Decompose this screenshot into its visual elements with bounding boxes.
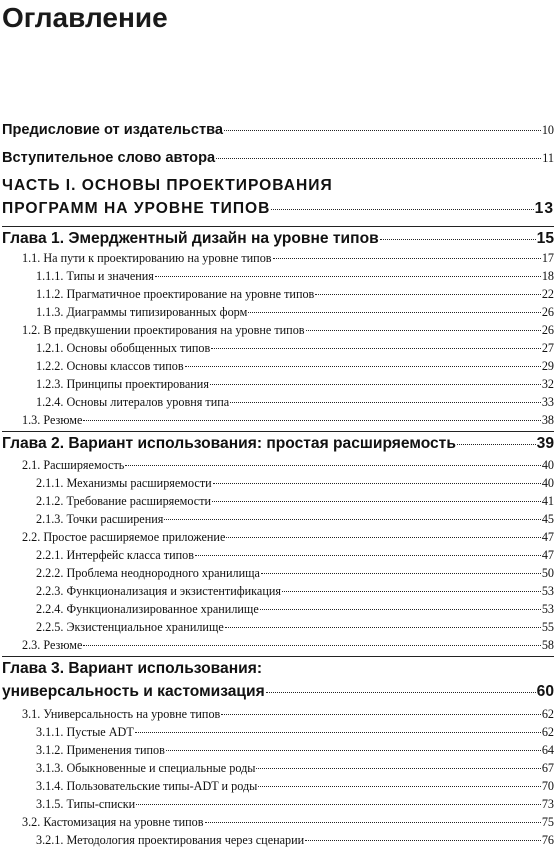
- dot-leader: [315, 294, 541, 295]
- entry-title: 2.1.3. Точки расширения: [36, 512, 164, 526]
- entry-page: 26: [541, 305, 554, 319]
- entry-page: 17: [541, 251, 554, 265]
- toc-entry-section[interactable]: [22, 814, 554, 830]
- toc-entry-subsection[interactable]: [36, 601, 554, 617]
- dot-leader: [216, 158, 541, 159]
- entry-title: 2.1. Расширяемость: [22, 458, 125, 472]
- dot-leader: [211, 348, 541, 349]
- entry-title: Предисловие от издательства: [2, 122, 224, 138]
- dot-leader: [221, 714, 541, 715]
- toc-entry-subsection[interactable]: [36, 760, 554, 776]
- chapter-divider: [2, 226, 554, 227]
- entry-title: 1.3. Резюме: [22, 413, 83, 427]
- chapter-divider: [2, 431, 554, 432]
- entry-title: 1.2. В предвкушении проектирования на уровне типов: [22, 323, 305, 337]
- toc-entry-subsection[interactable]: [36, 493, 554, 509]
- entry-title: 2.2. Простое расширяемое приложение: [22, 530, 226, 544]
- entry-page: 39: [536, 435, 554, 452]
- toc-entry-chapter1[interactable]: [2, 229, 554, 249]
- entry-title: 1.2.2. Основы классов типов: [36, 359, 184, 373]
- entry-title: 3.2. Кастомизация на уровне типов: [22, 815, 204, 829]
- entry-title: 1.2.1. Основы обобщенных типов: [36, 341, 211, 355]
- dot-leader: [213, 483, 541, 484]
- toc-entry-chapter3[interactable]: [2, 682, 554, 702]
- entry-title: 3.1.1. Пустые ADT: [36, 725, 134, 739]
- entry-page: 41: [541, 494, 554, 508]
- dot-leader: [185, 366, 541, 367]
- toc-entry-section[interactable]: [22, 706, 554, 722]
- dot-leader: [205, 822, 541, 823]
- entry-page: 40: [541, 458, 554, 472]
- entry-title: 3.1.3. Обыкновенные и специальные роды: [36, 761, 256, 775]
- entry-page: 13: [534, 200, 554, 217]
- dot-leader: [136, 804, 541, 805]
- toc-entry-subsection[interactable]: [36, 358, 554, 374]
- entry-page: 70: [541, 779, 554, 793]
- entry-page: 26: [541, 323, 554, 337]
- entry-title: 2.3. Резюме: [22, 638, 83, 652]
- toc-entry-subsection[interactable]: [36, 376, 554, 392]
- chapter-divider: [2, 656, 554, 657]
- toc-entry-subsection[interactable]: [36, 475, 554, 491]
- toc-entry-subsection[interactable]: [36, 268, 554, 284]
- entry-title: Вступительное слово автора: [2, 150, 216, 166]
- toc-entry-subsection[interactable]: [36, 286, 554, 302]
- toc-entry-preface[interactable]: [2, 121, 554, 139]
- entry-page: 11: [542, 151, 554, 165]
- entry-page: 50: [541, 566, 554, 580]
- toc-entry-subsection[interactable]: [36, 796, 554, 812]
- entry-page: 22: [541, 287, 554, 301]
- entry-title: 1.1.2. Прагматичное проектирование на уровне типов: [36, 287, 315, 301]
- entry-title: 2.2.2. Проблема неоднородного хранилища: [36, 566, 260, 580]
- entry-title: 3.1. Универсальность на уровне типов: [22, 707, 221, 721]
- dot-leader: [260, 609, 541, 610]
- entry-page: 53: [541, 584, 554, 598]
- toc-entry-part1[interactable]: [2, 199, 554, 219]
- toc-entry-subsection[interactable]: [36, 394, 554, 410]
- dot-leader: [224, 130, 541, 131]
- dot-leader: [266, 692, 536, 693]
- entry-page: 62: [541, 725, 554, 739]
- entry-page: 38: [541, 413, 554, 427]
- toc-entry-subsection[interactable]: [36, 565, 554, 581]
- entry-page: 27: [541, 341, 554, 355]
- dot-leader: [166, 750, 541, 751]
- dot-leader: [273, 258, 541, 259]
- chapter-title-line2: универсальность и кастомизация: [2, 683, 265, 700]
- dot-leader: [83, 420, 540, 421]
- entry-page: 45: [541, 512, 554, 526]
- chapter-title-line1: Глава 3. Вариант использования:: [2, 660, 263, 677]
- entry-page: 67: [541, 761, 554, 775]
- entry-page: 15: [536, 230, 554, 247]
- entry-page: 47: [541, 530, 554, 544]
- toc-entry-section[interactable]: [22, 412, 554, 428]
- entry-title: 1.2.3. Принципы проектирования: [36, 377, 209, 391]
- entry-title: 1.1.3. Диаграммы типизированных форм: [36, 305, 248, 319]
- entry-title: 1.1.1. Типы и значения: [36, 269, 154, 283]
- entry-title: 2.2.4. Функционализированное хранилище: [36, 602, 259, 616]
- dot-leader: [210, 384, 541, 385]
- dot-leader: [380, 239, 536, 240]
- dot-leader: [248, 312, 541, 313]
- entry-page: 58: [541, 638, 554, 652]
- dot-leader: [457, 444, 536, 445]
- dot-leader: [256, 768, 540, 769]
- toc-entry-subsection[interactable]: [36, 742, 554, 758]
- dot-leader: [164, 519, 540, 520]
- entry-page: 75: [541, 815, 554, 829]
- dot-leader: [83, 645, 540, 646]
- chapter-title: Глава 1. Эмерджентный дизайн на уровне типов: [2, 230, 379, 247]
- dot-leader: [225, 627, 541, 628]
- dot-leader: [261, 573, 541, 574]
- dot-leader: [226, 537, 540, 538]
- toc-entry-section[interactable]: [22, 322, 554, 338]
- toc-entry-chapter2[interactable]: [2, 434, 554, 454]
- entry-page: 47: [541, 548, 554, 562]
- toc-entry-subsection[interactable]: [36, 547, 554, 563]
- dot-leader: [305, 840, 541, 841]
- entry-title: 2.1.2. Требование расширяемости: [36, 494, 212, 508]
- dot-leader: [212, 501, 541, 502]
- entry-page: 33: [541, 395, 554, 409]
- entry-title: 2.2.3. Функционализация и экзистентификация: [36, 584, 281, 598]
- toc-entry-subsection[interactable]: [36, 778, 554, 794]
- toc-entry-subsection[interactable]: [36, 724, 554, 740]
- part-title-line2: ПРОГРАММ НА УРОВНЕ ТИПОВ: [2, 200, 271, 217]
- toc-entry-subsection[interactable]: [36, 583, 554, 599]
- entry-page: 10: [541, 123, 554, 137]
- toc-entry-section[interactable]: [22, 529, 554, 545]
- dot-leader: [230, 402, 541, 403]
- toc-entry-subsection[interactable]: [36, 304, 554, 320]
- entry-page: 29: [541, 359, 554, 373]
- entry-page: 40: [541, 476, 554, 490]
- entry-title: 2.2.1. Интерфейс класса типов: [36, 548, 194, 562]
- page-title: Оглавление: [2, 2, 168, 33]
- dot-leader: [195, 555, 541, 556]
- toc-entry-subsection[interactable]: [36, 511, 554, 527]
- dot-leader: [155, 276, 541, 277]
- toc-entry-subsection[interactable]: [36, 340, 554, 356]
- entry-title: 3.2.1. Методология проектирования через сценарии: [36, 833, 305, 847]
- entry-page: 64: [541, 743, 554, 757]
- entry-page: 60: [536, 683, 554, 700]
- dot-leader: [271, 209, 533, 210]
- toc-entry-subsection[interactable]: [36, 619, 554, 635]
- entry-page: 18: [541, 269, 554, 283]
- toc-entry-section[interactable]: [22, 637, 554, 653]
- chapter-title: Глава 2. Вариант использования: простая расширяемость: [2, 435, 456, 452]
- entry-page: 73: [541, 797, 554, 811]
- dot-leader: [135, 732, 541, 733]
- toc-entry-author-foreword[interactable]: [2, 149, 554, 167]
- dot-leader: [282, 591, 541, 592]
- entry-page: 32: [541, 377, 554, 391]
- entry-title: 1.1. На пути к проектированию на уровне типов: [22, 251, 272, 265]
- entry-title: 2.1.1. Механизмы расширяемости: [36, 476, 212, 490]
- dot-leader: [125, 465, 540, 466]
- part-title-line1: ЧАСТЬ I. ОСНОВЫ ПРОЕКТИРОВАНИЯ: [2, 177, 333, 194]
- entry-title: 3.1.5. Типы-списки: [36, 797, 136, 811]
- dot-leader: [258, 786, 540, 787]
- entry-page: 76: [541, 833, 554, 847]
- entry-title: 3.1.4. Пользовательские типы-ADT и роды: [36, 779, 258, 793]
- entry-title: 1.2.4. Основы литералов уровня типа: [36, 395, 230, 409]
- entry-page: 55: [541, 620, 554, 634]
- entry-page: 53: [541, 602, 554, 616]
- toc-entry-section[interactable]: [22, 457, 554, 473]
- toc-entry-section[interactable]: [22, 250, 554, 266]
- entry-title: 2.2.5. Экзистенциальное хранилище: [36, 620, 224, 634]
- entry-title: 3.1.2. Применения типов: [36, 743, 165, 757]
- entry-page: 62: [541, 707, 554, 721]
- toc-entry-subsection[interactable]: [36, 832, 554, 848]
- dot-leader: [306, 330, 541, 331]
